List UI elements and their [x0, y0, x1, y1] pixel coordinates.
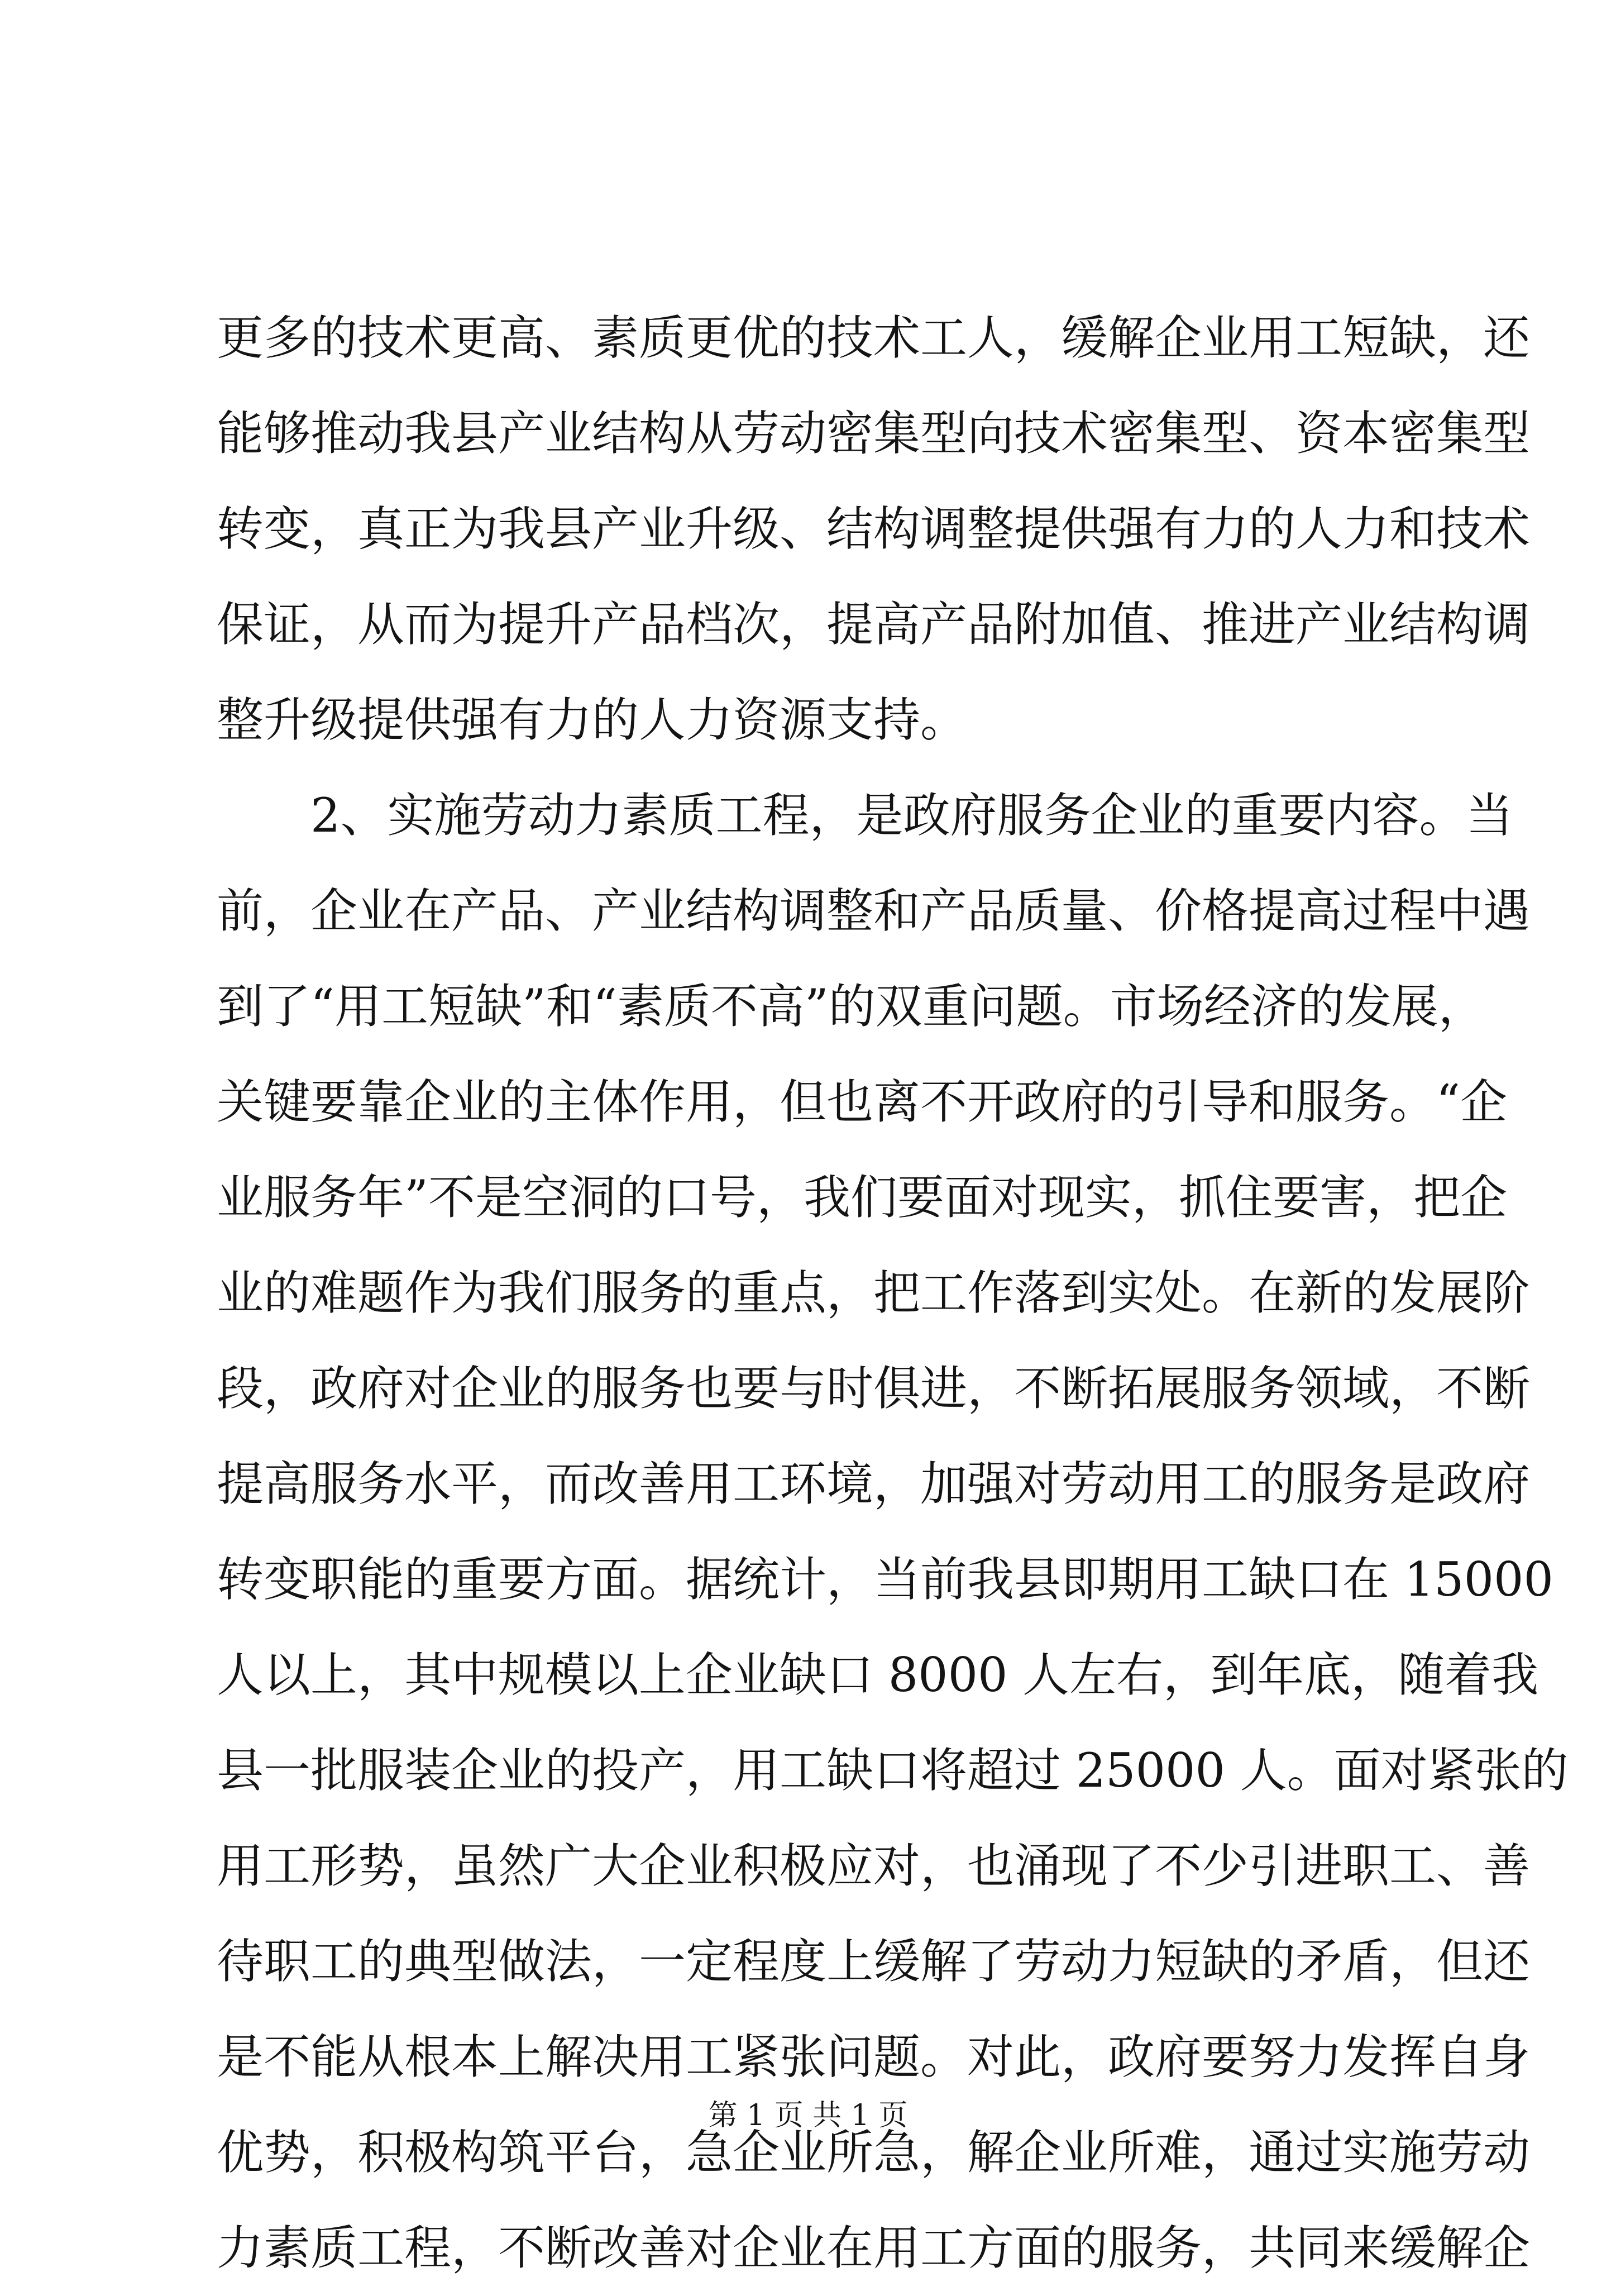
text-line: 县一批服装企业的投产，用工缺口将超过 25000 人。面对紧张的: [217, 1743, 1569, 1798]
text-line: 力素质工程，不断改善对企业在用工方面的服务，共同来缓解企: [217, 2221, 1531, 2275]
text-line: 提高服务水平，而改善用工环境，加强对劳动用工的服务是政府: [217, 1457, 1531, 1511]
page-footer: 第 1 页 共 1 页: [708, 2099, 908, 2132]
text-line: 保证，从而为提升产品档次，提高产品附加值、推进产业结构调: [217, 597, 1531, 652]
text-line: 更多的技术更高、素质更优的技术工人，缓解企业用工短缺，还: [217, 311, 1531, 365]
text-line: 能够推动我县产业结构从劳动密集型向技术密集型、资本密集型: [217, 406, 1531, 461]
text-line: 业的难题作为我们服务的重点，把工作落到实处。在新的发展阶: [217, 1266, 1531, 1320]
text-line: 到了“用工短缺”和“素质不高”的双重问题。市场经济的发展，: [217, 979, 1485, 1034]
body-text: [217, 290, 1569, 2296]
text-line: 关键要靠企业的主体作用，但也离不开政府的引导和服务。“企: [217, 1075, 1507, 1129]
text-line: 前，企业在产品、产业结构调整和产品质量、价格提高过程中遇: [217, 884, 1531, 938]
text-line: 段，政府对企业的服务也要与时俱进，不断拓展服务领域，不断: [217, 1361, 1531, 1416]
text-line: 转变，真正为我县产业升级、结构调整提供强有力的人力和技术: [217, 502, 1531, 556]
text-line: 业服务年”不是空洞的口号，我们要面对现实，抓住要害，把企: [217, 1170, 1507, 1225]
text-line: 人以上，其中规模以上企业缺口 8000 人左右，到年底，随着我: [217, 1648, 1539, 1702]
text-line: 2、实施劳动力素质工程，是政府服务企业的重要内容。当: [217, 788, 1513, 843]
text-line: 待职工的典型做法，一定程度上缓解了劳动力短缺的矛盾，但还: [217, 1934, 1531, 1989]
text-line: 优势，积极构筑平台，急企业所急，解企业所难，通过实施劳动: [217, 2125, 1531, 2180]
text-line: 转变职能的重要方面。据统计，当前我县即期用工缺口在 15000: [217, 1552, 1553, 1607]
text-line: 用工形势，虽然广大企业积极应对，也涌现了不少引进职工、善: [217, 1839, 1531, 1893]
text-line: 整升级提供强有力的人力资源支持。: [217, 693, 968, 747]
text-line: 是不能从根本上解决用工紧张问题。对此，政府要努力发挥自身: [217, 2030, 1531, 2084]
